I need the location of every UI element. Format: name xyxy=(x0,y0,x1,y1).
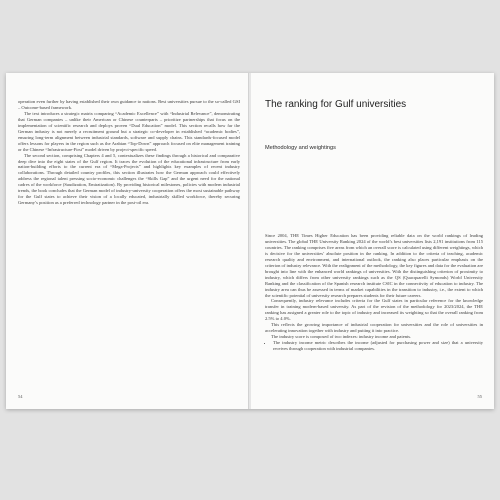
left-body-text xyxy=(18,99,240,206)
right-paragraph: This reflects the growing importance of industrial cooperation for universities and the role of universities in accelerating innovation together with industry and putting it into practice. xyxy=(265,322,483,334)
right-paragraph: Since 2004, THE Times Higher Education has been providing reliable data on the world rankings of leading universities. The global THE University Ranking 2024 of the world’s best universities lists 2,191 institutions from 115 countries. The ranking comprises five areas from which an overall score is calculated using different weightings, which is decisive for the universities’ absolute position in the ranking. In addition to the criteria of teaching, academic research quality and environment, and international outlook, the ranking also places particular emphasis on the criterion of industry relevance. With the realignment of the methodology, the key figures and data for the evaluation are brought into line with the enhanced world rankings of universities. With the distinguishing criterion of proximity to industry, which differs from other university rankings such as the QS (Quacquarelli Symonds) World University Ranking and the classification of the Spanish research institute CSIC in the connectivity of education to industry. The industry area can thus be assessed in terms of market capabilities in the transition to industry, i.e., the extent to which the scientific potential of university research prepares students for their future careers. xyxy=(265,233,483,298)
left-page xyxy=(6,73,250,409)
right-paragraph: Consequently, industry relevance includes criteria for the Gulf states in particular reference for the knowledge transfer in training modern-based university. As part of the revision of the methodology for 2023/2024, the THE ranking has assigned a greater role to the topic of industry and increased its weighting so that the overall ranking from 2.5% to 4.0%. xyxy=(265,298,483,322)
book-spread xyxy=(6,73,494,409)
left-paragraph: The text introduces a strategic matrix comparing “Academic Excellence” with “Industrial Relevance”, demonstrating that German companies – unlike their American or Chinese counterparts – prioritize partnerships that focus on the implementation of scientific research and deploys proven “Dual Education” model. This section recalls how far the German industry is not merely a recruitment ground but a strategic co-developer in established “academic bodies”, ensuring long-term alignment between industrial standards, software and supply chains. This standards-focused model offers lessons for players in the region such as the Arabian “Top-Down” approach focused on elite management training or the Chinese “Infrastructure-First” model driven by project-specific speed. xyxy=(18,110,240,152)
right-body-text xyxy=(265,233,483,352)
left-page-number: 54 xyxy=(18,394,23,399)
left-paragraph: operation even further by having established their own guidance to nations. Best universities pursue to the so-called GSI – Outcome-based framework. xyxy=(18,99,240,110)
right-page xyxy=(251,73,494,409)
right-page-number: 55 xyxy=(477,394,482,399)
bullet-list xyxy=(265,340,483,352)
bullet-item: • The industry income metric describes the income (adjusted for purchasing power and size) that a university receives through cooperation with industrial companies. xyxy=(273,340,483,352)
chapter-title: The ranking for Gulf universities xyxy=(265,99,407,110)
left-paragraph: The second section, comprising Chapters 4 and 5, contextualizes these findings through a historical and comparative deep dive into the eight states of the Gulf region. It traces the evolution of the educational infrastructure from early nation-building efforts to the current era of “Mega-Projects” and highlights key examples of recent industry collaborations. Through detailed country profiles, this section illustrates how the German approach could effectively address the regional talent pressing socio-economic challenges the “Skills Gap” and the urgent need for the national cadres of the workforce (Saudization, Emiratization). By providing historical milestones, policies with modern industrial trends, the book concludes that the German model of industry-university cooperation offers the most sustainable pathway for the Gulf states to achieve their vision of a locally educated, industrially skilled workforce, thereby securing Germany’s position as a preferred technology partner in the post-oil era. xyxy=(18,152,240,206)
right-paragraph: The industry score is composed of two indexes: industry income and patents. xyxy=(271,334,412,340)
section-heading: Methodology and weightings xyxy=(265,145,336,151)
